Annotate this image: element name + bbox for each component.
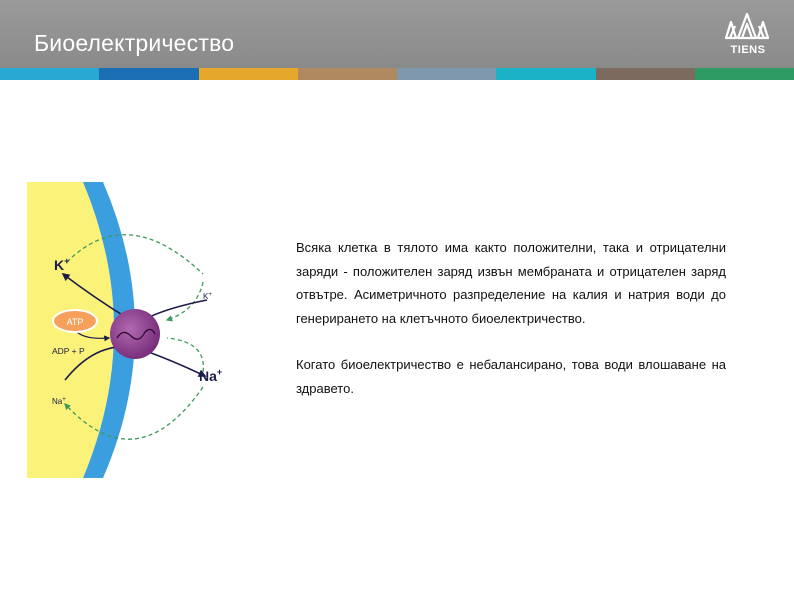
stripe-segment bbox=[99, 68, 198, 80]
stripe-segment bbox=[397, 68, 496, 80]
cell-membrane-diagram bbox=[27, 182, 235, 478]
na-label: Na+ bbox=[199, 367, 223, 384]
stripe-segment bbox=[199, 68, 298, 80]
slide-title: Биоелектричество bbox=[34, 30, 235, 56]
stripe-segment bbox=[496, 68, 595, 80]
slide-header bbox=[0, 0, 794, 68]
stripe-segment bbox=[0, 68, 99, 80]
paragraph-2: Когато биоелектричество е небалансирано, това води влошаване на здравето. bbox=[296, 357, 726, 396]
paragraph-1: Всяка клетка в тялото има както положителни, така и отрицателни заряди - положителен заряд извън мембраната и отрицателен заряд отвътре. Асиметричното разпределение на калия и натрия води до генерирането на клетъчното биоелектричество. bbox=[296, 240, 726, 326]
atp-label: ATP bbox=[66, 317, 84, 327]
logo-text: TIENS bbox=[730, 44, 766, 56]
na-small-label: Na+ bbox=[52, 397, 66, 406]
sodium-potassium-pump bbox=[110, 309, 160, 359]
adp-label: ADP + P bbox=[52, 346, 85, 356]
stripe-segment bbox=[298, 68, 397, 80]
stripe-segment bbox=[596, 68, 695, 80]
color-stripe bbox=[0, 68, 794, 80]
body-text bbox=[296, 236, 726, 400]
k-label: K+ bbox=[54, 256, 70, 273]
stripe-segment bbox=[695, 68, 794, 80]
k-small-label: K+ bbox=[203, 292, 212, 301]
